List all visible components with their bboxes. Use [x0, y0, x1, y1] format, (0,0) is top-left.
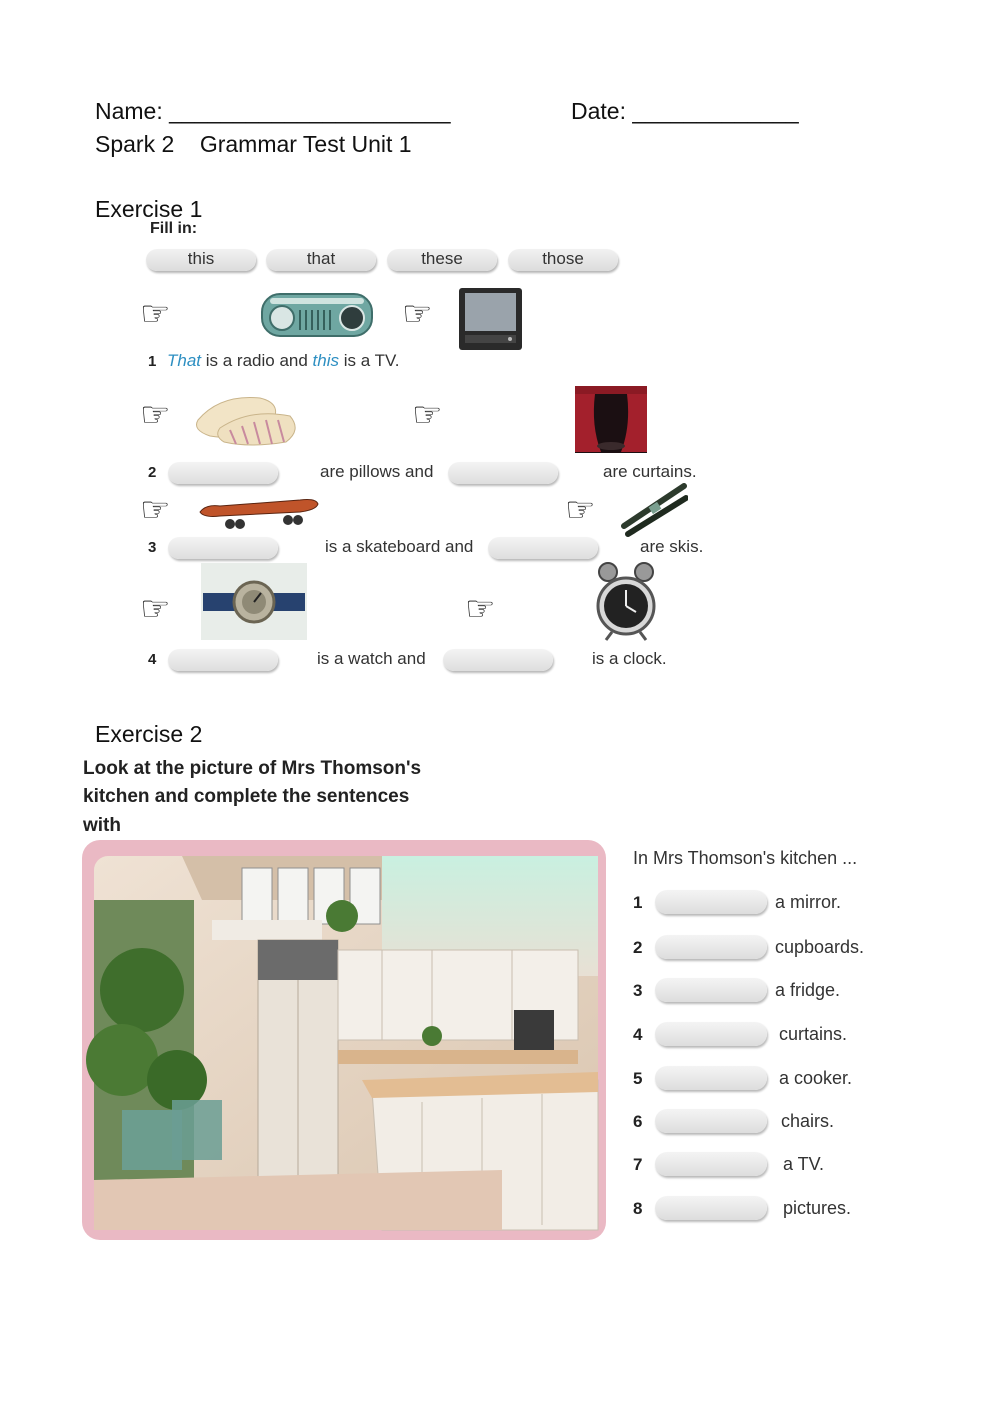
sentence-end-2: are curtains. [603, 462, 697, 481]
example-text-1: is a radio and [201, 351, 313, 370]
kitchen-answer-blank-1[interactable] [655, 890, 767, 914]
item-number: 2 [633, 938, 643, 957]
answer-blank-4a[interactable] [168, 649, 278, 671]
date-field-label: Date: _____________ [571, 98, 799, 124]
kitchen-item-text-5: a cooker. [779, 1068, 853, 1088]
word-option-these: these [387, 249, 497, 271]
item-number: 8 [633, 1199, 643, 1218]
tv-image [458, 287, 524, 351]
kitchen-item-text-6: chairs. [781, 1111, 835, 1131]
sentence-end-3: are skis. [640, 537, 704, 556]
item-number: 7 [633, 1155, 643, 1174]
exercise1-instruction: Fill in: [150, 220, 198, 237]
pointing-hand-icon: ☞ [140, 396, 171, 434]
item-number: 1 [148, 353, 157, 370]
example-sentence [167, 351, 400, 371]
answer-blank-3b[interactable] [488, 537, 598, 559]
pointing-hand-icon: ☞ [402, 295, 433, 333]
answer-blank-2b[interactable] [448, 462, 558, 484]
pointing-hand-icon: ☞ [140, 491, 171, 529]
pointing-hand-icon: ☞ [565, 491, 596, 529]
pointing-hand-icon: ☞ [140, 295, 171, 333]
kitchen-intro: In Mrs Thomson's kitchen ... [633, 848, 858, 868]
item-number: 3 [148, 539, 157, 556]
kitchen-item-text-8: pictures. [783, 1198, 852, 1218]
word-option-that: that [266, 249, 376, 271]
pointing-hand-icon: ☞ [140, 590, 171, 628]
answer-blank-4b[interactable] [443, 649, 553, 671]
kitchen-answer-blank-6[interactable] [655, 1109, 767, 1133]
skateboard-image [196, 492, 322, 532]
kitchen-item-text-2: cupboards. [775, 937, 865, 957]
pointing-hand-icon: ☞ [412, 396, 443, 434]
kitchen-answer-blank-4[interactable] [655, 1022, 767, 1046]
example-text-2: is a TV. [339, 351, 400, 370]
sentence-middle-3: is a skateboard and [325, 537, 474, 556]
item-number: 3 [633, 981, 643, 1000]
exercise1-title: Exercise 1 [95, 196, 203, 222]
sentence-end-4: is a clock. [592, 649, 667, 668]
pillows-image [190, 390, 302, 448]
item-number: 4 [633, 1025, 643, 1044]
name-field-label: Name: ______________________ [95, 98, 451, 124]
example-word-this: this [312, 351, 340, 370]
kitchen-answer-blank-8[interactable] [655, 1196, 767, 1220]
answer-blank-3a[interactable] [168, 537, 278, 559]
radio-image [260, 288, 375, 340]
kitchen-picture [82, 840, 606, 1240]
kitchen-answer-blank-3[interactable] [655, 978, 767, 1002]
kitchen-item-text-1: a mirror. [775, 892, 842, 912]
kitchen-answer-blank-2[interactable] [655, 935, 767, 959]
exercise2-title: Exercise 2 [95, 721, 203, 747]
example-word-that: That [167, 351, 202, 370]
word-option-those: those [508, 249, 618, 271]
item-number: 6 [633, 1112, 643, 1131]
watch-image [201, 563, 307, 640]
item-number: 5 [633, 1069, 643, 1088]
word-option-this: this [146, 249, 256, 271]
answer-blank-2a[interactable] [168, 462, 278, 484]
exercise2-instruction-line-1: Look at the picture of Mrs Thomson's [83, 758, 422, 779]
item-number: 1 [633, 893, 643, 912]
kitchen-item-text-4: curtains. [779, 1024, 848, 1044]
alarm-clock-image [594, 560, 658, 642]
kitchen-answer-blank-7[interactable] [655, 1152, 767, 1176]
kitchen-item-text-7: a TV. [783, 1154, 825, 1174]
kitchen-item-text-3: a fridge. [775, 980, 841, 1000]
skis-image [620, 482, 688, 538]
sentence-middle-4: is a watch and [317, 649, 426, 668]
item-number: 2 [148, 464, 157, 481]
test-subtitle: Spark 2 Grammar Test Unit 1 [95, 131, 412, 157]
curtains-image [575, 386, 647, 453]
kitchen-answer-blank-5[interactable] [655, 1066, 767, 1090]
item-number: 4 [148, 651, 157, 668]
exercise2-instruction-line-2: kitchen and complete the sentences [83, 786, 410, 807]
exercise2-instruction-line-3: with [83, 815, 121, 836]
pointing-hand-icon: ☞ [465, 590, 496, 628]
sentence-middle-2: are pillows and [320, 462, 434, 481]
